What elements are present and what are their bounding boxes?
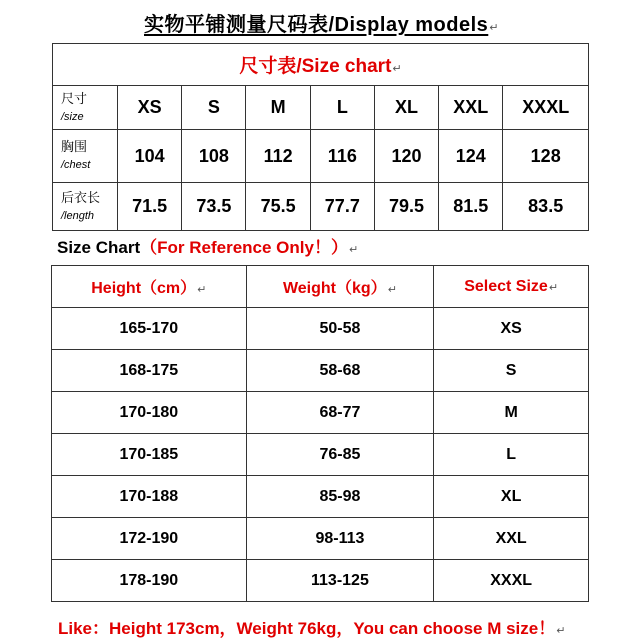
weight-cell: 58-68	[246, 350, 434, 392]
height-cell: 165-170	[52, 308, 247, 350]
weight-cell: 76-85	[246, 434, 434, 476]
height-cell: 168-175	[52, 350, 247, 392]
table-row	[52, 434, 589, 476]
height-cell: 170-180	[52, 392, 247, 434]
table-row	[52, 560, 589, 602]
size-cell: S	[182, 86, 246, 130]
chest-cell: 104	[118, 130, 182, 183]
weight-cell: 68-77	[246, 392, 434, 434]
subtitle-lead: Size Chart	[57, 238, 141, 257]
size-cell: XXXL	[503, 86, 589, 130]
height-cell: 170-185	[52, 434, 247, 476]
size-cell: XL	[434, 476, 589, 518]
size-cell: L	[310, 86, 374, 130]
length-cell: 73.5	[182, 183, 246, 231]
row-label-size: 尺寸 /size	[53, 86, 118, 130]
example-note: Like：Height 173cm，Weight 76kg，You can choose M size！↵	[58, 619, 566, 638]
table-row	[53, 130, 589, 183]
chest-cell: 128	[503, 130, 589, 183]
row-label-chest: 胸围 /chest	[53, 130, 118, 183]
size-cell: S	[434, 350, 589, 392]
size-cell: M	[246, 86, 310, 130]
page-title: 实物平铺测量尺码表/Display models↵	[144, 14, 499, 36]
length-cell: 75.5	[246, 183, 310, 231]
chest-cell: 116	[310, 130, 374, 183]
size-cell: L	[434, 434, 589, 476]
weight-cell: 50-58	[246, 308, 434, 350]
size-cell: XXL	[439, 86, 503, 130]
fit-table	[51, 265, 589, 602]
weight-cell: 113-125	[246, 560, 434, 602]
size-cell: XXXL	[434, 560, 589, 602]
section-subtitle: Size Chart（For Reference Only！）↵	[57, 238, 359, 257]
size-cell: XS	[434, 308, 589, 350]
height-cell: 170-188	[52, 476, 247, 518]
header-weight: Weight（kg）↵	[246, 266, 434, 308]
size-cell: XS	[118, 86, 182, 130]
chest-cell: 124	[439, 130, 503, 183]
row-label-length: 后衣长 /length	[53, 183, 118, 231]
weight-cell: 98-113	[246, 518, 434, 560]
length-cell: 83.5	[503, 183, 589, 231]
weight-cell: 85-98	[246, 476, 434, 518]
chest-cell: 108	[182, 130, 246, 183]
title-cn: 实物平铺测量尺码表	[144, 14, 329, 36]
length-cell: 79.5	[374, 183, 438, 231]
chest-cell: 112	[246, 130, 310, 183]
length-cell: 77.7	[310, 183, 374, 231]
header-select-size: Select Size↵	[434, 266, 589, 308]
table-row	[52, 308, 589, 350]
chest-cell: 120	[374, 130, 438, 183]
table-row	[52, 392, 589, 434]
table-row	[52, 350, 589, 392]
length-cell: 81.5	[439, 183, 503, 231]
size-cell: XXL	[434, 518, 589, 560]
fit-table-header	[52, 266, 589, 308]
size-table	[52, 43, 589, 231]
table-row	[53, 86, 589, 130]
table-row	[52, 476, 589, 518]
size-cell: M	[434, 392, 589, 434]
title-en: /Display models	[328, 14, 489, 36]
length-cell: 71.5	[118, 183, 182, 231]
size-table-caption: 尺寸表/Size chart↵	[53, 44, 589, 86]
size-cell: XL	[374, 86, 438, 130]
header-height: Height（cm）↵	[52, 266, 247, 308]
table-row	[52, 518, 589, 560]
height-cell: 172-190	[52, 518, 247, 560]
subtitle-note: （For Reference Only！）	[140, 238, 348, 257]
height-cell: 178-190	[52, 560, 247, 602]
table-row	[53, 183, 589, 231]
